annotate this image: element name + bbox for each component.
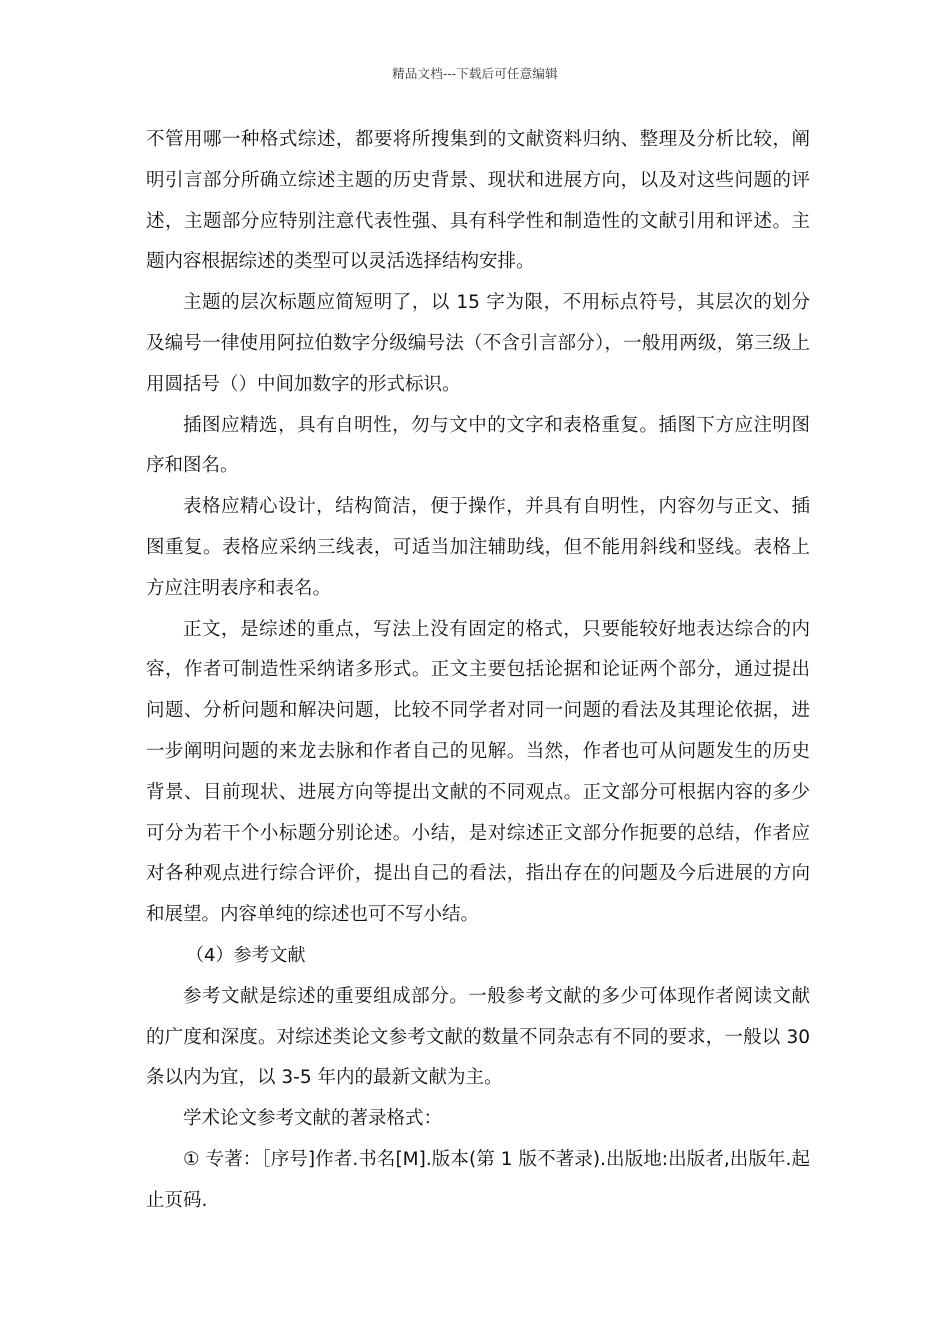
- document-body: [146, 120, 810, 1222]
- paragraph-references-monograph: ① 专著：［序号]作者.书名[M].版本(第 1 版不著录).出版地:出版者,出版年.起止页码.: [146, 1148, 810, 1211]
- paragraph-table-rules: 表格应精心设计，结构简洁，便于操作，并具有自明性，内容勿与正文、插图重复。表格应采纳三线表，可适当加注辅助线，但不能用斜线和竖线。表格上方应注明表序和表名。: [146, 496, 810, 599]
- paragraph-heading-rules: 主题的层次标题应简短明了，以 15 字为限，不用标点符号，其层次的划分及编号一律使用阿拉伯数字分级编号法（不含引言部分），一般用两级，第三级上用圆括号（）中间加数字的形式标识。: [146, 292, 810, 395]
- paragraph-references-format-title: 学术论文参考文献的著录格式：: [183, 1108, 443, 1130]
- page-header: 精品文档---下载后可任意编辑: [392, 66, 558, 81]
- paragraph-figure-rules: 插图应精选，具有自明性，勿与文中的文字和表格重复。插图下方应注明图序和图名。: [146, 414, 810, 477]
- paragraph-references-intro: 参考文献是综述的重要组成部分。一般参考文献的多少可体现作者阅读文献的广度和深度。对综述类论文参考文献的数量不同杂志有不同的要求，一般以 30 条以内为宜，以 3-5 年内的最新文献为主。: [146, 985, 810, 1089]
- section-heading-references: （4）参考文献: [186, 944, 306, 966]
- paragraph-main-text: 正文，是综述的重点，写法上没有固定的格式，只要能较好地表达综合的内容，作者可制造性采纳诸多形式。正文主要包括论据和论证两个部分，通过提出问题、分析问题和解决问题，比较不同学者对同一问题的看法及其理论依据，进一步阐明问题的来龙去脉和作者自己的见解。当然，作者也可从问题发生的历史背景、目前现状、进展方向等提出文献的不同观点。正文部分可根据内容的多少可分为若干个小标题分别论述。小结，是对综述正文部分作扼要的总结，作者应对各种观点进行综合评价，提出自己的看法，指出存在的问题及今后进展的方向和展望。内容单纯的综述也可不写小结。: [146, 618, 810, 926]
- paragraph-review-summary: 不管用哪一种格式综述，都要将所搜集到的文献资料归纳、整理及分析比较，阐明引言部分所确立综述主题的历史背景、现状和进展方向，以及对这些问题的评述，主题部分应特别注意代表性强、具有科学性和制造性的文献引用和评述。主题内容根据综述的类型可以灵活选择结构安排。: [146, 129, 810, 273]
